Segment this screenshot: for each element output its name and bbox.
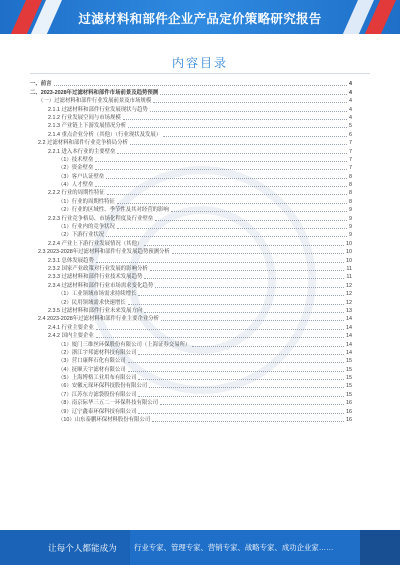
toc-entry[interactable] <box>30 315 352 323</box>
toc-leader-dots <box>130 144 347 145</box>
toc-entry[interactable] <box>30 265 352 273</box>
toc-entry-text: 2.1.1 过滤材料和部件行业发展现状与趋势 <box>48 106 148 113</box>
toc-entry-text: （1）行业内的竞争状况 <box>58 224 115 231</box>
toc-leader-dots <box>150 270 345 271</box>
toc-page-number: 8 <box>349 182 352 189</box>
toc-entry[interactable] <box>30 164 352 172</box>
toc-page-number: 9 <box>349 232 352 239</box>
toc-entry[interactable] <box>30 298 352 306</box>
toc-entry-text: 2.2.1 进入本行业的主要壁垒 <box>48 148 116 155</box>
toc-page-number: 9 <box>349 207 352 214</box>
toc-leader-dots <box>172 253 344 254</box>
toc-entry[interactable] <box>30 374 352 382</box>
toc-entry-text: （2）资金壁垒 <box>58 165 94 172</box>
toc-leader-dots <box>106 236 347 237</box>
toc-page-number: 15 <box>346 375 352 382</box>
toc-leader-dots <box>152 421 344 422</box>
toc-entry-text: （10）山东泰鹏环保材料股份有限公司 <box>58 417 151 424</box>
toc-entry[interactable] <box>30 189 352 197</box>
toc-entry[interactable] <box>30 97 352 105</box>
toc-divider <box>30 73 370 74</box>
footer-tagline: 行业专家、管理专家、营销专家、战略专家、成功企业家…… <box>134 543 334 552</box>
toc-leader-dots <box>160 404 344 405</box>
toc-entry[interactable] <box>30 248 352 256</box>
toc-entry-text: （3）营口康辉石化有限公司 <box>58 358 126 365</box>
toc-entry[interactable] <box>30 273 352 281</box>
toc-entry[interactable] <box>30 399 352 407</box>
toc-entry[interactable] <box>30 281 352 289</box>
toc-leader-dots <box>95 161 347 162</box>
toc-entry[interactable] <box>30 214 352 222</box>
toc-leader-dots <box>192 346 344 347</box>
toc-entry-text: 2.2.3 行业竞争格局、市场化程度及行业壁垒 <box>48 215 154 222</box>
toc-entry-text: （4）抚顺天宇滤材有限公司 <box>58 366 126 373</box>
toc-entry-text: （4）人才壁垒 <box>58 182 94 189</box>
report-title: 过滤材料和部件企业产品定价策略研究报告 <box>78 12 322 26</box>
toc-entry[interactable] <box>30 139 352 147</box>
toc-entry[interactable] <box>30 181 352 189</box>
toc-entry-text: （2）浙江宇邦滤材科技有限公司 <box>58 349 137 356</box>
toc-page-number: 6 <box>349 131 352 138</box>
toc-entry-text: 2.4 2023-2028年过滤材料和部件行业主要企业分析 <box>38 316 160 323</box>
toc-leader-dots <box>96 337 344 338</box>
toc-entry-text: （1）工业领域市场需求持续增长 <box>58 291 137 298</box>
toc-leader-dots <box>128 362 344 363</box>
toc-entry[interactable] <box>30 114 352 122</box>
toc-page-number: 11 <box>346 274 352 281</box>
toc-leader-dots <box>138 396 344 397</box>
toc-entry-text: （3）客户认证壁垒 <box>58 173 105 180</box>
toc-entry-text: 2.3.3 过滤材料和部件行业技术发展趋势 <box>48 274 143 281</box>
toc-leader-dots <box>117 203 347 204</box>
toc-entry[interactable] <box>30 407 352 415</box>
footer-right-band <box>360 530 400 565</box>
toc-leader-dots <box>96 329 344 330</box>
toc-page-number: 13 <box>346 307 352 314</box>
toc-entry-text: （2）下游行业状况 <box>58 232 105 239</box>
toc-page-number: 15 <box>346 358 352 365</box>
toc-page-number: 8 <box>349 173 352 180</box>
toc-entry[interactable] <box>30 80 352 88</box>
toc-entry[interactable] <box>30 105 352 113</box>
toc-entry-text: 2.3.1 总体发展趋势 <box>48 257 94 264</box>
toc-leader-dots <box>96 262 344 263</box>
toc-page-number: 4 <box>349 114 352 121</box>
toc-entry-text: （一）过滤材料和部件行业发展前景及市场规模 <box>38 98 152 105</box>
toc-page-number: 8 <box>349 198 352 205</box>
toc-entry[interactable] <box>30 349 352 357</box>
toc-entry[interactable] <box>30 122 352 130</box>
toc-page-number: 7 <box>349 148 352 155</box>
toc-leader-dots <box>128 371 344 372</box>
toc-leader-dots <box>155 287 344 288</box>
toc-entry[interactable] <box>30 88 352 96</box>
toc-entry[interactable] <box>30 290 352 298</box>
toc-entry-text: 2.3.2 国家产业政策对行业发展的影响分析 <box>48 265 148 272</box>
toc-entry[interactable] <box>30 172 352 180</box>
toc-page-number: 4 <box>349 106 352 113</box>
toc-entry[interactable] <box>30 365 352 373</box>
toc-leader-dots <box>155 220 347 221</box>
toc-entry-text: （2）民用领域需求快速增长 <box>58 299 126 306</box>
toc-leader-dots <box>106 178 347 179</box>
toc-leader-dots <box>163 136 347 137</box>
toc-entry-text: （6）安徽元琛环保科技股份有限公司 <box>58 383 148 390</box>
toc-entry-text: 一、前言 <box>30 81 52 88</box>
toc-leader-dots <box>160 94 347 95</box>
toc-leader-dots <box>95 169 347 170</box>
toc-page-number: 16 <box>346 417 352 424</box>
toc-page-number: 10 <box>346 257 352 264</box>
toc-heading: 内容目录 <box>171 56 228 70</box>
toc-entry-text: 2.1.4 重点企业分析（其他）（行业现状及发展） <box>48 131 162 138</box>
toc-entry[interactable] <box>30 156 352 164</box>
toc-entry-text: （1）行业的周期性特征 <box>58 198 115 205</box>
report-header-banner <box>0 0 400 34</box>
toc-page-number: 10 <box>346 249 352 256</box>
toc-entry-text: 2.4.1 行业主要企业 <box>48 324 94 331</box>
toc-leader-dots <box>128 127 347 128</box>
toc-entry[interactable] <box>30 332 352 340</box>
toc-page-number: 5 <box>349 123 352 130</box>
toc-entry[interactable] <box>30 390 352 398</box>
toc-entry[interactable] <box>30 206 352 214</box>
toc-entry[interactable] <box>30 340 352 348</box>
toc-leader-dots <box>161 320 344 321</box>
toc-leader-dots <box>153 102 347 103</box>
toc-page-number: 12 <box>346 282 352 289</box>
toc-page-number: 15 <box>346 391 352 398</box>
toc-page-number: 10 <box>346 240 352 247</box>
toc-page-number: 14 <box>346 333 352 340</box>
toc-leader-dots <box>171 211 347 212</box>
toc-entry[interactable] <box>30 130 352 138</box>
toc-entry-text: （7）江苏东方滤袋股份有限公司 <box>58 391 137 398</box>
toc-entry-text: （1）厦门三维丝环保股份有限公司（上海证券交易所） <box>58 341 191 348</box>
table-of-contents <box>30 80 352 424</box>
toc-page-number: 7 <box>349 156 352 163</box>
toc-leader-dots <box>144 312 344 313</box>
toc-entry-text: 2.3.4 过滤材料和部件行业市场需求变化趋势 <box>48 282 154 289</box>
toc-entry[interactable] <box>30 382 352 390</box>
toc-entry-text: 2.3.5 过滤材料和部件行业未来发展方向 <box>48 307 143 314</box>
toc-entry[interactable] <box>30 323 352 331</box>
toc-entry[interactable] <box>30 256 352 264</box>
toc-page-number: 8 <box>349 190 352 197</box>
toc-leader-dots <box>128 304 344 305</box>
toc-page-number: 7 <box>349 165 352 172</box>
toc-page-number: 4 <box>349 89 352 96</box>
toc-page-number: 9 <box>349 215 352 222</box>
toc-page-number: 14 <box>346 316 352 323</box>
toc-leader-dots <box>138 379 344 380</box>
toc-page-number: 14 <box>346 349 352 356</box>
toc-leader-dots <box>138 354 344 355</box>
toc-entry-text: 2.3 2023-2028年过滤材料和部件行业发展趋势预测分析 <box>38 249 170 256</box>
toc-page-number: 12 <box>346 291 352 298</box>
toc-leader-dots <box>144 245 344 246</box>
toc-page-number: 14 <box>346 324 352 331</box>
toc-entry[interactable] <box>30 357 352 365</box>
toc-leader-dots <box>149 387 344 388</box>
footer-banner <box>0 530 400 565</box>
toc-leader-dots <box>123 119 347 120</box>
toc-leader-dots <box>138 413 344 414</box>
toc-page-number: 4 <box>349 98 352 105</box>
toc-page-number: 16 <box>346 400 352 407</box>
toc-entry[interactable] <box>30 197 352 205</box>
toc-entry[interactable] <box>30 223 352 231</box>
toc-leader-dots <box>138 295 344 296</box>
toc-leader-dots <box>150 111 347 112</box>
toc-leader-dots <box>54 85 347 86</box>
toc-entry-text: （1）技术壁垒 <box>58 156 94 163</box>
toc-page-number: 12 <box>346 299 352 306</box>
toc-entry-text: （8）南京际华三五二一环保科技有限公司 <box>58 400 159 407</box>
toc-entry[interactable] <box>30 231 352 239</box>
toc-entry-text: 2.2 过滤材料和部件行业竞争格局分析 <box>38 140 128 147</box>
toc-entry-text: 2.2.2 行业的周期性特征 <box>48 190 105 197</box>
toc-entry-text: （9）辽宁鑫泰环保科技有限公司 <box>58 408 137 415</box>
toc-page-number: 14 <box>346 341 352 348</box>
toc-entry-text: 2.1.3 产业链上下游发展情况分析 <box>48 123 127 130</box>
footer-slogan: 让每个人都能成为 <box>48 543 117 553</box>
toc-page-number: 15 <box>346 383 352 390</box>
toc-entry[interactable] <box>30 239 352 247</box>
toc-page-number: 7 <box>349 140 352 147</box>
toc-entry[interactable] <box>30 416 352 424</box>
toc-entry[interactable] <box>30 307 352 315</box>
toc-page-number: 11 <box>346 265 352 272</box>
toc-leader-dots <box>107 194 347 195</box>
toc-entry-text: 2.2.4 产业上下游行业发展情况（其他） <box>48 240 143 247</box>
toc-entry-text: （5）上海博格工业用布有限公司 <box>58 375 137 382</box>
toc-entry-text: 2.4.2 国内主要企业 <box>48 333 94 340</box>
toc-entry-text: 2.1.2 行业发展空间与市场规模 <box>48 114 121 121</box>
toc-leader-dots <box>144 278 344 279</box>
toc-leader-dots <box>117 153 347 154</box>
toc-page-number: 9 <box>349 224 352 231</box>
toc-entry-text: 二、2023-2028年过滤材料和部件市场前景及趋势预测 <box>30 89 159 96</box>
toc-page-number: 4 <box>349 81 352 88</box>
toc-entry-text: （2）行业的区域性、季节性及其对经营的影响 <box>58 207 169 214</box>
toc-leader-dots <box>95 186 347 187</box>
toc-leader-dots <box>117 228 347 229</box>
toc-page-number: 15 <box>346 366 352 373</box>
toc-entry[interactable] <box>30 147 352 155</box>
toc-page-number: 16 <box>346 408 352 415</box>
